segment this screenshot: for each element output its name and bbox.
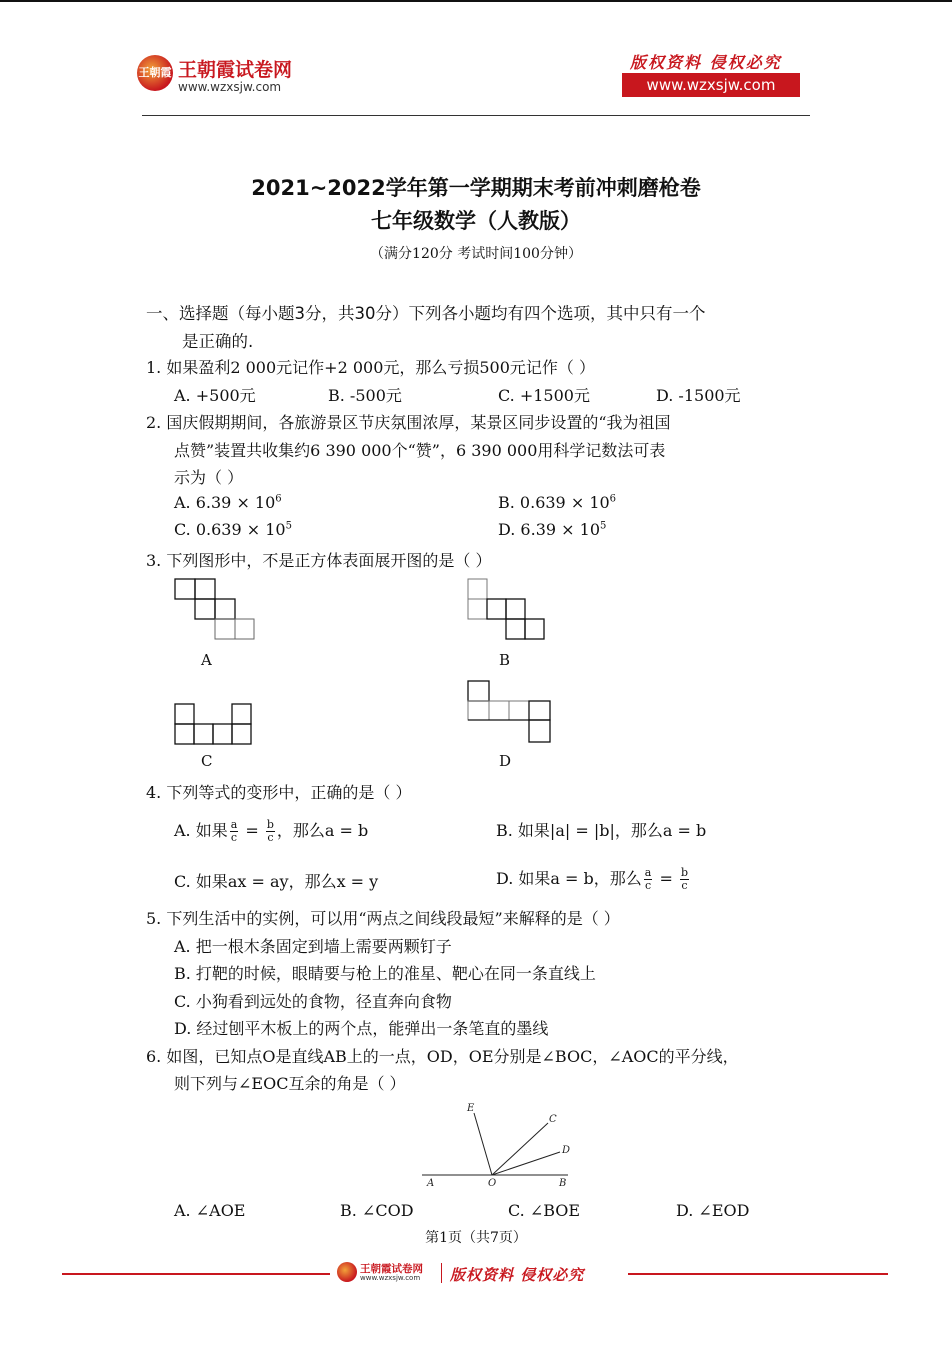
exam-title: 2021~2022学年第一学期期末考前冲刺磨枪卷 [251,176,701,200]
point-label-c: C [549,1114,557,1125]
q5-option-a: A. 把一根木条固定到墙上需要两颗钉子 [174,937,452,956]
point-label-d: D [562,1145,571,1156]
q3-label-c: C [201,752,213,770]
q1-option-a: A. +500元 [174,386,256,405]
q6-stem-2: 则下列与∠EOC互余的角是（ ） [174,1074,406,1093]
q1-option-b: B. -500元 [328,386,402,405]
copyright-notice: 版权资料 侵权必究 [630,53,782,72]
fraction-b-over-c: $\frac{b}{c}$ [266,818,274,844]
page-number: 第1页（共7页） [425,1230,527,1246]
q5-option-b: B. 打靶的时候，眼睛要与枪上的准星、靶心在同一条直线上 [174,964,596,983]
angle-diagram [418,1100,578,1190]
footer-brand: 王朝霞试卷网 [360,1263,423,1275]
ray-oc [492,1123,548,1175]
q2-stem-3: 示为（ ） [174,468,244,487]
top-border [0,0,952,2]
q3-label-a: A [201,651,212,669]
q2-option-b: B. $0.639 \times 10^6$ [498,493,617,512]
q2-option-d: D. $6.39 \times 10^5$ [498,520,607,539]
header-rule [142,115,810,116]
q3-label-d: D [499,752,512,770]
brand-name: 王朝霞试卷网 [178,59,293,81]
footer-rule-right [628,1273,888,1275]
q5-stem: 5. 下列生活中的实例，可以用“两点之间线段最短”来解释的是（ ） [146,909,620,928]
fraction-a-over-c: $\frac{a}{c}$ [644,866,652,892]
fraction-b-over-c: $\frac{b}{c}$ [680,866,688,892]
footer-url: www.wzxsjw.com [360,1274,421,1282]
ray-od [492,1152,560,1175]
q2-stem-2: 点赞”装置共收集约6 390 000个“赞”，6 390 000用科学记数法可表 [174,441,666,460]
net-figure-b [467,578,547,640]
q2-stem-1: 2. 国庆假期期间，各旅游景区节庆氛围浓厚，某景区同步设置的“我为祖国 [146,413,671,432]
q1-option-c: C. +1500元 [498,386,590,405]
fraction-a-over-c: $\frac{a}{c}$ [230,818,238,844]
q2-option-c: C. $0.639 \times 10^5$ [174,520,292,539]
q6-option-a: A. ∠AOE [174,1201,246,1220]
q4-option-a: A. 如果 $\frac{a}{c}$ = $\frac{b}{c}$ ，那么a = b [174,818,369,844]
q1-option-d: D. -1500元 [656,386,741,405]
q2-option-a: A. $6.39 \times 10^6$ [174,493,282,512]
q5-option-c: C. 小狗看到远处的食物，径直奔向食物 [174,992,452,1011]
exam-subject: 七年级数学（人教版） [371,209,581,233]
q6-option-b: B. ∠COD [340,1201,414,1220]
footer-divider [441,1263,442,1283]
net-figure-a [174,578,256,640]
section-heading-cont: 是正确的. [182,332,254,351]
footer-rule-left [62,1273,330,1275]
q6-option-d: D. ∠EOD [676,1201,750,1220]
q4-stem: 4. 下列等式的变形中，正确的是（ ） [146,783,412,802]
q6-stem-1: 6. 如图，已知点O是直线AB上的一点，OD，OE分别是∠BOC，∠AOC的平分线， [146,1047,739,1066]
q6-option-c: C. ∠BOE [508,1201,581,1220]
brand-url: www.wzxsjw.com [178,80,282,94]
q4-option-b: B. 如果|a| = |b|，那么a = b [496,821,707,840]
q3-stem: 3. 下列图形中，不是正方体表面展开图的是（ ） [146,551,492,570]
footer-logo-icon [337,1262,357,1282]
point-label-o: O [488,1178,497,1189]
net-figure-d [467,680,553,744]
q4-option-c: C. 如果ax = ay，那么x = y [174,872,379,891]
ray-oe [474,1113,492,1175]
q1-stem: 1. 如果盈利2 000元记作+2 000元，那么亏损500元记作（ ） [146,358,595,377]
section-heading: 一、选择题（每小题3分，共30分）下列各小题均有四个选项，其中只有一个 [146,304,706,323]
q4-option-d: D. 如果a = b，那么 $\frac{a}{c}$ = $\frac{b}{c}$ [496,866,688,892]
point-label-a: A [427,1178,435,1189]
point-label-b: B [559,1178,567,1189]
net-figure-c [174,703,254,745]
logo-icon: 王朝霞 [137,55,173,91]
footer-copyright: 版权资料 侵权必究 [450,1266,585,1284]
point-label-e: E [467,1103,475,1114]
q5-option-d: D. 经过刨平木板上的两个点，能弹出一条笔直的墨线 [174,1019,549,1038]
url-banner: www.wzxsjw.com [622,73,800,97]
exam-info: （满分120分 考试时间100分钟） [370,246,582,262]
q3-label-b: B [499,651,511,669]
